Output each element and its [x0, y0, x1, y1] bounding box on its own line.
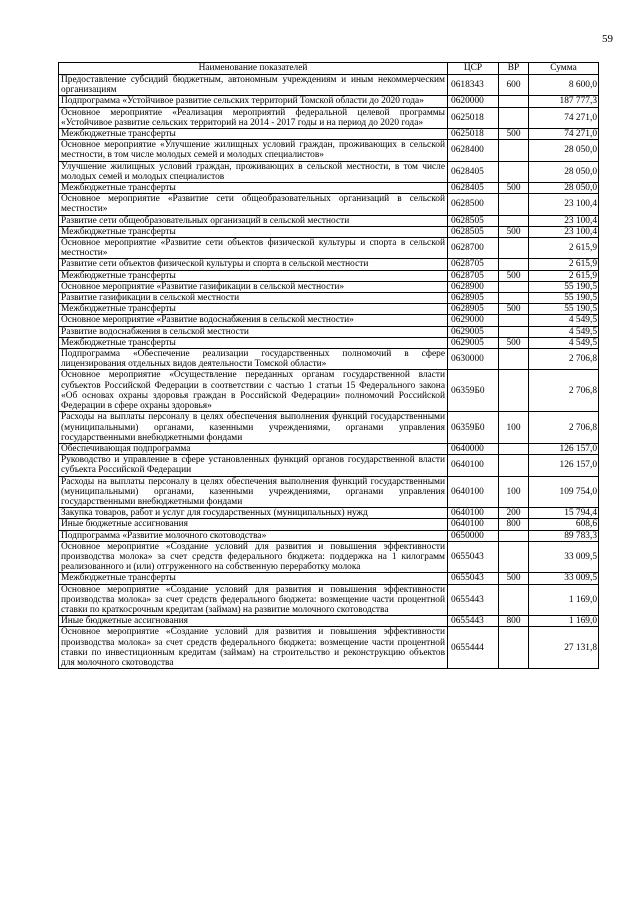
row-sum: 23 100,4 — [529, 194, 599, 215]
row-sum: 2 706,8 — [529, 370, 599, 412]
row-name: Основное мероприятие «Развитие водоснабжения в сельской местности» — [59, 315, 448, 326]
row-vr-code — [499, 259, 529, 270]
row-sum: 55 190,5 — [529, 281, 599, 292]
row-sum: 109 754,0 — [529, 476, 599, 508]
row-csr-code: 0640100 — [448, 476, 499, 508]
table-row — [59, 508, 599, 519]
row-vr-code: 500 — [499, 337, 529, 348]
budget-table — [58, 62, 599, 669]
row-vr-code — [499, 96, 529, 107]
row-csr-code: 0650000 — [448, 530, 499, 541]
row-sum: 55 190,5 — [529, 293, 599, 304]
row-name: Расходы на выплаты персоналу в целях обеспечения выполнения функций государственными (муниципальными) органами, казенными учреждениями, органами управления государственными внебюджетными фондами — [59, 476, 448, 508]
row-vr-code: 500 — [499, 270, 529, 281]
table-row — [59, 304, 599, 315]
row-sum: 89 783,3 — [529, 530, 599, 541]
table-row — [59, 584, 599, 616]
row-name: Межбюджетные трансферты — [59, 226, 448, 237]
row-name: Руководство и управление в сфере установленных функций органов государственной власти субъекта Российской Федерации — [59, 455, 448, 476]
table-row — [59, 541, 599, 573]
row-csr-code: 06359Б0 — [448, 370, 499, 412]
row-vr-code: 500 — [499, 183, 529, 194]
table-body — [59, 75, 599, 669]
table-row — [59, 140, 599, 161]
row-name: Развитие водоснабжения в сельской местности — [59, 326, 448, 337]
row-name: Подпрограмма «Обеспечение реализации государственных полномочий в сфере лицензирования отдельных видов деятельности Томской области» — [59, 349, 448, 370]
row-name: Основное мероприятие «Развитие газификации в сельской местности» — [59, 281, 448, 292]
row-sum: 126 157,0 — [529, 455, 599, 476]
row-vr-code: 500 — [499, 129, 529, 140]
row-sum: 2 706,8 — [529, 412, 599, 444]
table-row — [59, 519, 599, 530]
row-csr-code: 0625018 — [448, 129, 499, 140]
row-csr-code: 0628700 — [448, 238, 499, 259]
row-name: Межбюджетные трансферты — [59, 573, 448, 584]
row-vr-code — [499, 530, 529, 541]
row-sum: 74 271,0 — [529, 129, 599, 140]
table-row — [59, 194, 599, 215]
table-row — [59, 349, 599, 370]
row-sum: 608,6 — [529, 519, 599, 530]
row-name: Закупка товаров, работ и услуг для государственных (муниципальных) нужд — [59, 508, 448, 519]
row-name: Иные бюджетные ассигнования — [59, 616, 448, 627]
row-vr-code: 800 — [499, 616, 529, 627]
row-name: Развитие сети общеобразовательных организаций в сельской местности — [59, 215, 448, 226]
row-csr-code: 0628905 — [448, 304, 499, 315]
row-csr-code: 0628500 — [448, 194, 499, 215]
row-csr-code: 0628905 — [448, 293, 499, 304]
table-row — [59, 573, 599, 584]
row-csr-code: 0628400 — [448, 140, 499, 161]
page-number: 59 — [602, 33, 613, 45]
row-name: Обеспечивающая подпрограмма — [59, 443, 448, 454]
table-row — [59, 161, 599, 182]
row-csr-code: 06359Б0 — [448, 412, 499, 444]
row-vr-code — [499, 107, 529, 128]
row-sum: 4 549,5 — [529, 337, 599, 348]
row-vr-code — [499, 215, 529, 226]
row-name: Улучшение жилищных условий граждан, проживающих в сельской местности, в том числе молодых семей и молодых специалистов — [59, 161, 448, 182]
row-sum: 4 549,5 — [529, 315, 599, 326]
table-row — [59, 326, 599, 337]
row-sum: 28 050,0 — [529, 140, 599, 161]
row-csr-code: 0628405 — [448, 183, 499, 194]
row-name: Основное мероприятие «Осуществление переданных органам государственной власти субъектов Российской Федерации в соответствии с частью 1 статьи 15 Федерального закона «Об основах охраны здоровья граждан в Российской Федерации» полномочий Российской Федерации в сфере охраны здоровья» — [59, 370, 448, 412]
row-vr-code: 800 — [499, 519, 529, 530]
row-name: Межбюджетные трансферты — [59, 129, 448, 140]
table-row — [59, 96, 599, 107]
table-row — [59, 107, 599, 128]
row-csr-code: 0655043 — [448, 541, 499, 573]
header-vr: ВР — [499, 63, 529, 75]
row-name: Иные бюджетные ассигнования — [59, 519, 448, 530]
table-row — [59, 443, 599, 454]
table-row — [59, 238, 599, 259]
row-csr-code: 0628900 — [448, 281, 499, 292]
row-sum: 28 050,0 — [529, 161, 599, 182]
row-sum: 8 600,0 — [529, 75, 599, 96]
row-name: Основное мероприятие «Создание условий для развития и повышения эффективности производства молока» за счет средств федерального бюджета: возмещение части процентной ставки по инвестиционным кредитам (займам) на строительство и реконструкцию объектов для молочного скотоводства — [59, 627, 448, 669]
row-csr-code: 0655043 — [448, 573, 499, 584]
row-vr-code — [499, 443, 529, 454]
header-csr: ЦСР — [448, 63, 499, 75]
table-header-row — [59, 63, 599, 75]
row-name: Межбюджетные трансферты — [59, 337, 448, 348]
row-csr-code: 0618343 — [448, 75, 499, 96]
row-sum: 33 009,5 — [529, 573, 599, 584]
row-name: Межбюджетные трансферты — [59, 304, 448, 315]
row-name: Основное мероприятие «Создание условий для развития и повышения эффективности производства молока» за счет средств федерального бюджета: поддержка на 1 килограмм реализованного и (или) отгруженного на собственную переработку молока — [59, 541, 448, 573]
table-row — [59, 616, 599, 627]
row-sum: 2 615,9 — [529, 238, 599, 259]
row-vr-code — [499, 293, 529, 304]
row-vr-code: 200 — [499, 508, 529, 519]
row-vr-code — [499, 326, 529, 337]
row-csr-code: 0640100 — [448, 508, 499, 519]
row-csr-code: 0629000 — [448, 315, 499, 326]
row-csr-code: 0655443 — [448, 584, 499, 616]
row-name: Межбюджетные трансферты — [59, 183, 448, 194]
row-csr-code: 0628505 — [448, 215, 499, 226]
table-row — [59, 129, 599, 140]
row-sum: 27 131,8 — [529, 627, 599, 669]
row-vr-code — [499, 370, 529, 412]
row-sum: 15 794,4 — [529, 508, 599, 519]
row-vr-code — [499, 541, 529, 573]
row-csr-code: 0628405 — [448, 161, 499, 182]
row-csr-code: 0640100 — [448, 519, 499, 530]
row-name: Основное мероприятие «Развитие сети объектов физической культуры и спорта в сельской местности» — [59, 238, 448, 259]
table-row — [59, 281, 599, 292]
row-csr-code: 0628705 — [448, 270, 499, 281]
row-csr-code: 0628705 — [448, 259, 499, 270]
row-sum: 74 271,0 — [529, 107, 599, 128]
row-sum: 187 777,3 — [529, 96, 599, 107]
table-row — [59, 75, 599, 96]
row-csr-code: 0630000 — [448, 349, 499, 370]
row-sum: 23 100,4 — [529, 226, 599, 237]
row-sum: 2 615,9 — [529, 259, 599, 270]
row-name: Основное мероприятие «Развитие сети общеобразовательных организаций в сельской местности» — [59, 194, 448, 215]
row-sum: 2 706,8 — [529, 349, 599, 370]
row-name: Расходы на выплаты персоналу в целях обеспечения выполнения функций государственными (муниципальными) органами, казенными учреждениями, органами управления государственными внебюджетными фондами — [59, 412, 448, 444]
table-row — [59, 183, 599, 194]
row-name: Развитие газификации в сельской местности — [59, 293, 448, 304]
row-csr-code: 0629005 — [448, 326, 499, 337]
table-row — [59, 226, 599, 237]
table-row — [59, 293, 599, 304]
row-csr-code: 0655444 — [448, 627, 499, 669]
row-sum: 126 157,0 — [529, 443, 599, 454]
row-sum: 23 100,4 — [529, 215, 599, 226]
row-csr-code: 0655443 — [448, 616, 499, 627]
row-sum: 55 190,5 — [529, 304, 599, 315]
row-name: Основное мероприятие «Улучшение жилищных условий граждан, проживающих в сельской местности, в том числе молодых семей и молодых специалистов» — [59, 140, 448, 161]
row-name: Межбюджетные трансферты — [59, 270, 448, 281]
table-row — [59, 337, 599, 348]
row-vr-code — [499, 584, 529, 616]
table-row — [59, 259, 599, 270]
row-csr-code: 0640000 — [448, 443, 499, 454]
row-csr-code: 0625018 — [448, 107, 499, 128]
row-vr-code: 500 — [499, 226, 529, 237]
row-vr-code: 600 — [499, 75, 529, 96]
row-vr-code — [499, 194, 529, 215]
row-name: Подпрограмма «Устойчивое развитие сельских территорий Томской области до 2020 года» — [59, 96, 448, 107]
table-row — [59, 412, 599, 444]
row-sum: 33 009,5 — [529, 541, 599, 573]
row-vr-code — [499, 455, 529, 476]
row-sum: 1 169,0 — [529, 584, 599, 616]
row-name: Предоставление субсидий бюджетным, автономным учреждениям и иным некоммерческим организациям — [59, 75, 448, 96]
row-csr-code: 0620000 — [448, 96, 499, 107]
row-name: Развитие сети объектов физической культуры и спорта в сельской местности — [59, 259, 448, 270]
row-name: Основное мероприятие «Создание условий для развития и повышения эффективности производства молока» за счет средств федерального бюджета: возмещение части процентной ставки по краткосрочным кредитам (займам) на развитие молочного скотоводства — [59, 584, 448, 616]
table-row — [59, 270, 599, 281]
table-row — [59, 215, 599, 226]
table-row — [59, 455, 599, 476]
row-csr-code: 0640100 — [448, 455, 499, 476]
row-vr-code — [499, 281, 529, 292]
row-sum: 28 050,0 — [529, 183, 599, 194]
row-vr-code — [499, 161, 529, 182]
row-csr-code: 0629005 — [448, 337, 499, 348]
row-vr-code: 500 — [499, 304, 529, 315]
table-row — [59, 627, 599, 669]
row-vr-code: 100 — [499, 412, 529, 444]
header-name: Наименование показателей — [59, 63, 448, 75]
row-vr-code — [499, 349, 529, 370]
row-sum: 2 615,9 — [529, 270, 599, 281]
row-vr-code: 500 — [499, 573, 529, 584]
table-row — [59, 476, 599, 508]
row-sum: 4 549,5 — [529, 326, 599, 337]
row-vr-code — [499, 315, 529, 326]
header-sum: Сумма — [529, 63, 599, 75]
row-name: Основное мероприятие «Реализация мероприятий федеральной целевой программы «Устойчивое развитие сельских территорий на 2014 - 2017 годы и на период до 2020 года» — [59, 107, 448, 128]
table-row — [59, 530, 599, 541]
row-vr-code: 100 — [499, 476, 529, 508]
row-name: Подпрограмма «Развитие молочного скотоводства» — [59, 530, 448, 541]
table-row — [59, 315, 599, 326]
row-vr-code — [499, 627, 529, 669]
row-vr-code — [499, 140, 529, 161]
row-csr-code: 0628505 — [448, 226, 499, 237]
row-vr-code — [499, 238, 529, 259]
table-row — [59, 370, 599, 412]
row-sum: 1 169,0 — [529, 616, 599, 627]
